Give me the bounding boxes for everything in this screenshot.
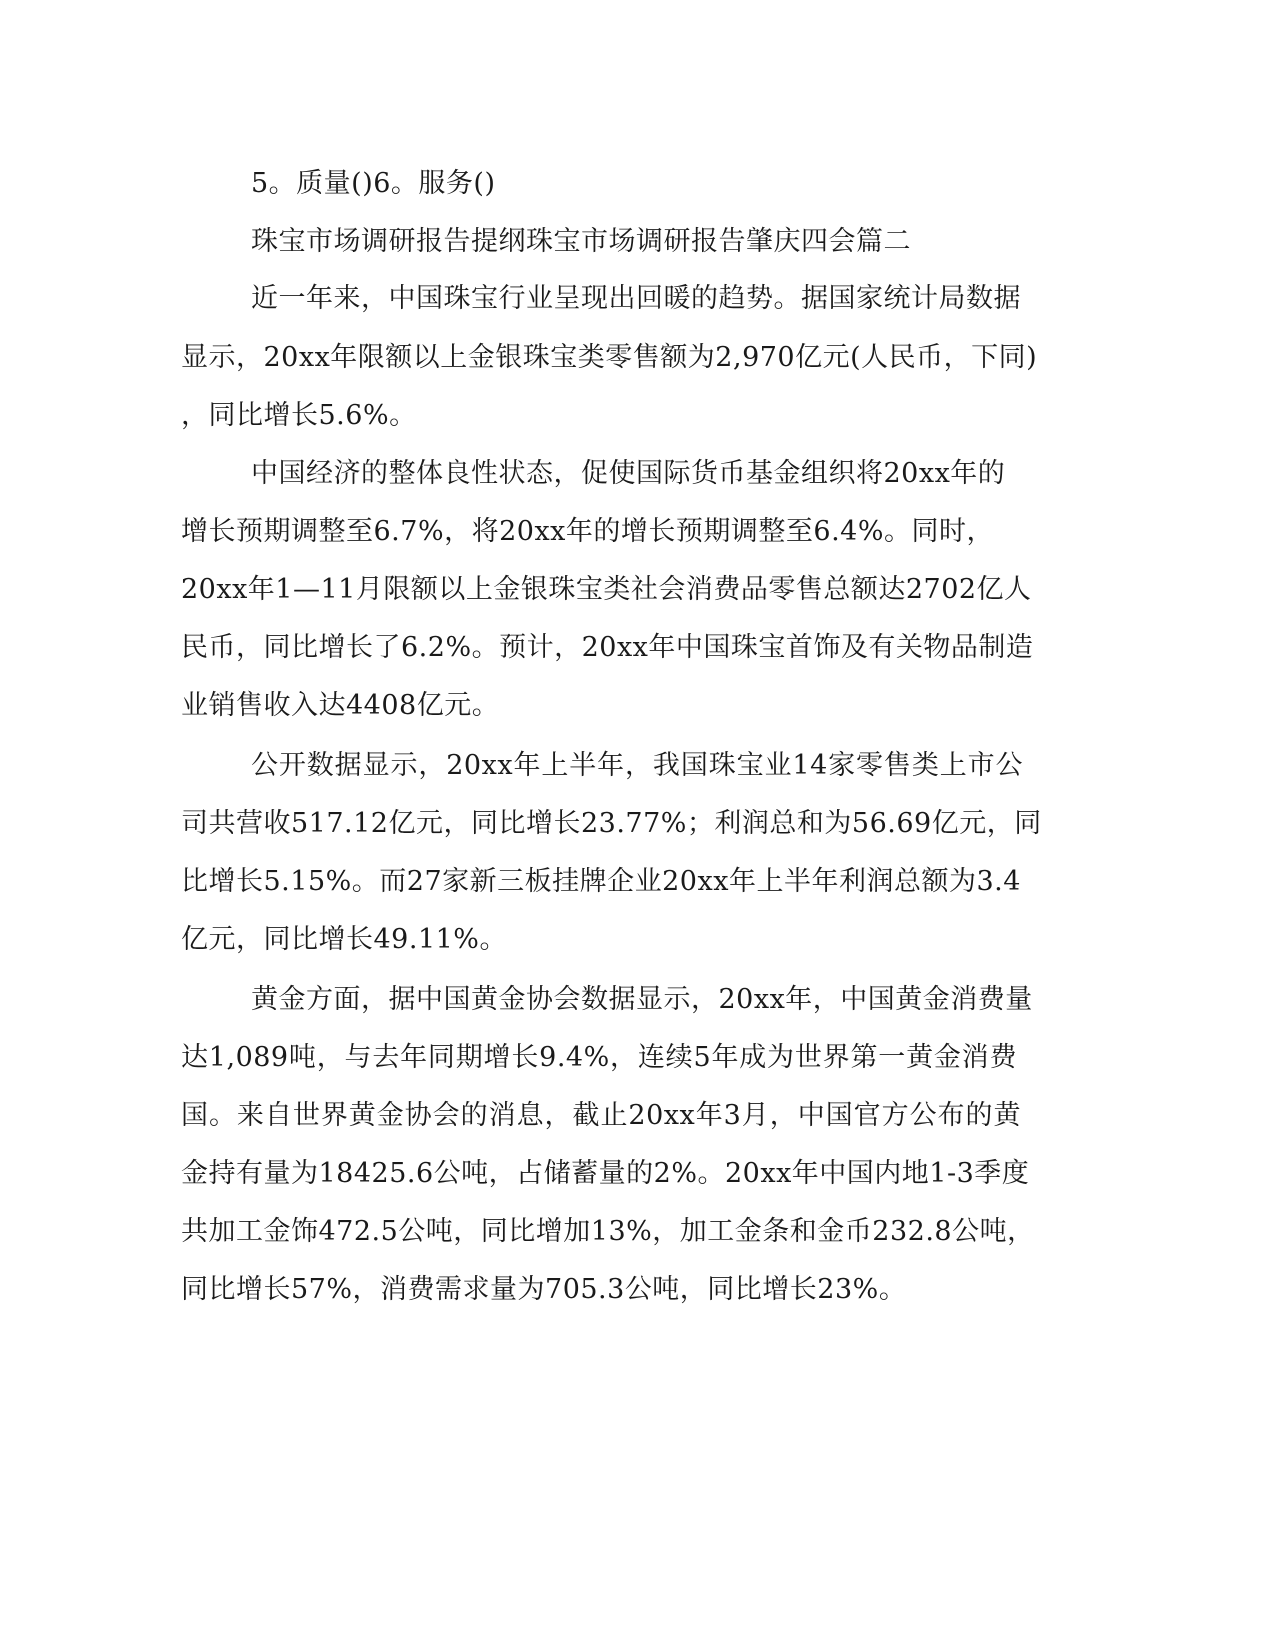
- paragraph-1-line-3: ，同比增长5.6%。: [181, 400, 417, 431]
- paragraph-1-line-1: 近一年来，中国珠宝行业呈现出回暖的趋势。据国家统计局数据: [251, 283, 1021, 314]
- paragraph-4-line-4: 金持有量为18425.6公吨，占储蓄量的2%。20xx年中国内地1-3季度: [181, 1158, 1030, 1189]
- paragraph-4-line-5: 共加工金饰472.5公吨，同比增加13%，加工金条和金币232.8公吨，: [181, 1216, 1035, 1247]
- section-heading: 珠宝市场调研报告提纲珠宝市场调研报告肇庆四会篇二: [251, 226, 911, 257]
- paragraph-4-line-3: 国。来自世界黄金协会的消息，截止20xx年3月，中国官方公布的黄: [181, 1100, 1021, 1131]
- paragraph-2-line-1: 中国经济的整体良性状态，促使国际货币基金组织将20xx年的: [251, 458, 1006, 489]
- paragraph-2-line-3: 20xx年1—11月限额以上金银珠宝类社会消费品零售总额达2702亿人: [181, 574, 1032, 605]
- paragraph-2-line-2: 增长预期调整至6.7%，将20xx年的增长预期调整至6.4%。同时，: [181, 516, 994, 547]
- paragraph-2-line-4: 民币，同比增长了6.2%。预计，20xx年中国珠宝首饰及有关物品制造: [181, 632, 1034, 663]
- list-item-quality-service: 5。质量()6。服务(): [251, 168, 496, 199]
- paragraph-2-line-5: 业销售收入达4408亿元。: [181, 690, 500, 721]
- paragraph-3-line-2: 司共营收517.12亿元，同比增长23.77%；利润总和为56.69亿元，同: [181, 808, 1042, 839]
- paragraph-4-line-1: 黄金方面，据中国黄金协会数据显示，20xx年，中国黄金消费量: [251, 984, 1033, 1015]
- paragraph-1-line-2: 显示，20xx年限额以上金银珠宝类零售额为2,970亿元(人民币，下同): [181, 342, 1038, 373]
- paragraph-3-line-1: 公开数据显示，20xx年上半年，我国珠宝业14家零售类上市公: [251, 750, 1023, 781]
- paragraph-3-line-4: 亿元，同比增长49.11%。: [181, 924, 507, 955]
- paragraph-4-line-2: 达1,089吨，与去年同期增长9.4%，连续5年成为世界第一黄金消费: [181, 1042, 1017, 1073]
- paragraph-4-line-6: 同比增长57%，消费需求量为705.3公吨，同比增长23%。: [181, 1274, 907, 1305]
- paragraph-3-line-3: 比增长5.15%。而27家新三板挂牌企业20xx年上半年利润总额为3.4: [181, 866, 1021, 897]
